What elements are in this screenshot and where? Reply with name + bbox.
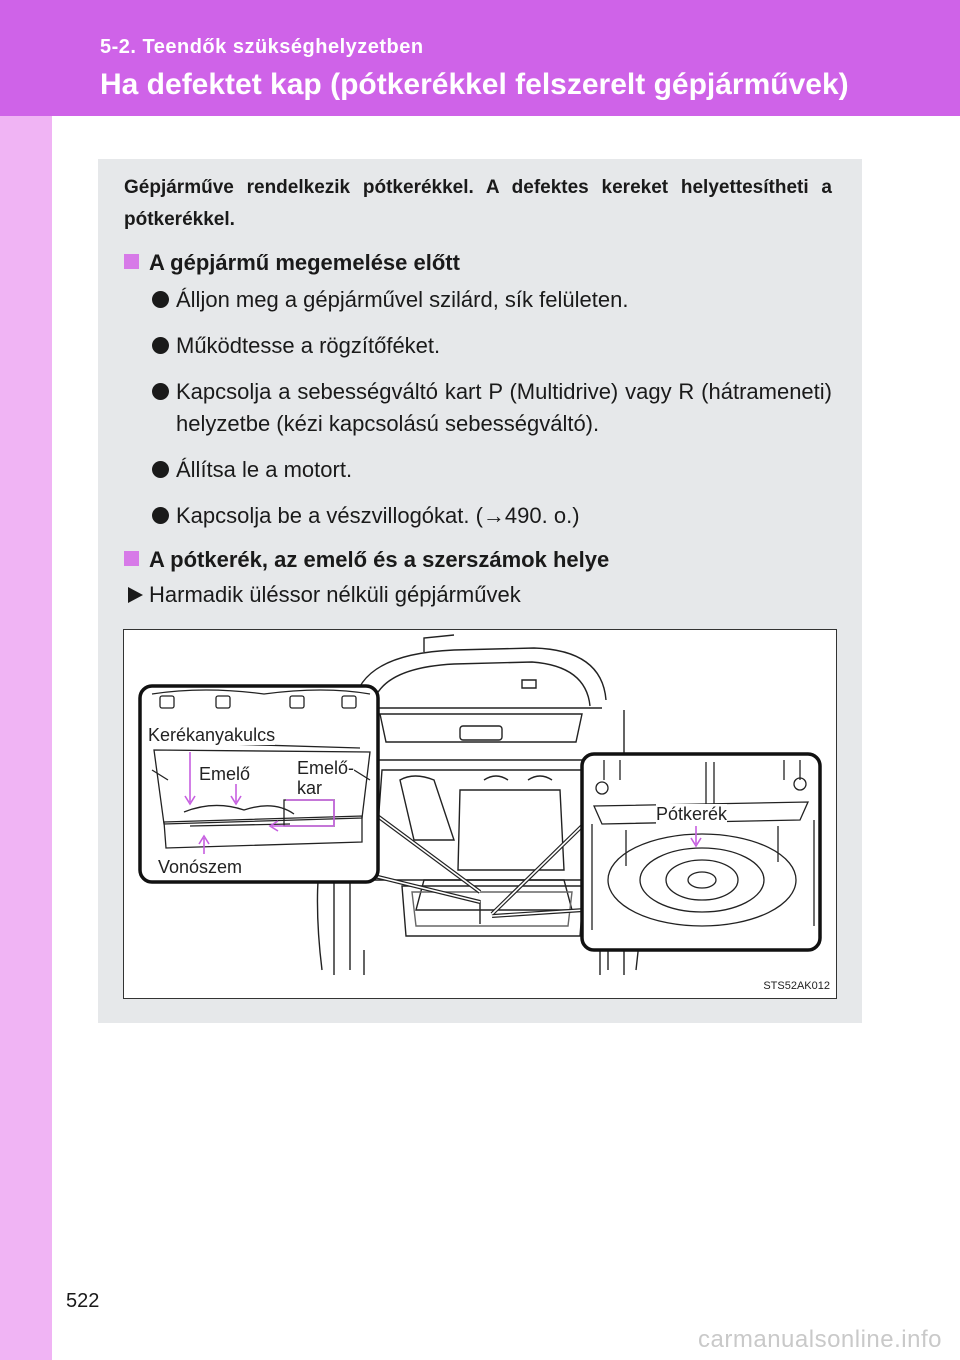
- trunk-drawing: [124, 630, 836, 998]
- list-item-text: Kapcsolja a sebességváltó kart P (Multidrive) vagy R (hátrameneti) helyzetbe (kézi kapcsolású sebességváltó).: [176, 379, 832, 436]
- list-item: [152, 454, 832, 486]
- list-item: [152, 500, 832, 532]
- label-spare-tire: Pótkerék: [656, 804, 728, 824]
- list-item-text: Állítsa le a motort.: [176, 457, 353, 482]
- watermark: carmanualsonline.info: [698, 1326, 942, 1353]
- label-jack-handle-line2: kar: [297, 778, 323, 798]
- bullet-dot-icon: [152, 337, 169, 354]
- intro-paragraph: Gépjárműve rendelkezik pótkerékkel. A defektes kereket helyettesítheti a pótkerékkel.: [124, 177, 832, 230]
- page-title: Ha defektet kap (pótkerékkel felszerelt gépjárművek): [100, 68, 849, 101]
- list-item: [152, 330, 832, 362]
- subheading-locations: [124, 547, 609, 573]
- page-number: 522: [66, 1290, 100, 1312]
- variant-text: Harmadik üléssor nélküli gépjárművek: [149, 582, 521, 607]
- bullet-dot-icon: [152, 383, 169, 400]
- list-item-text: Működtesse a rögzítőféket.: [176, 333, 441, 358]
- subheading-before-lifting: [124, 250, 460, 276]
- list-item: [152, 284, 832, 316]
- label-wheel-wrench: Kerékanyakulcs: [148, 725, 276, 745]
- bullet-dot-icon: [152, 507, 169, 524]
- label-jack-handle-line1: Emelő-: [297, 758, 355, 778]
- bullet-dot-icon: [152, 461, 169, 478]
- triangle-arrow-icon: [128, 587, 143, 603]
- subheading-text: A pótkerék, az emelő és a szerszámok helye: [149, 547, 610, 572]
- figure-code: STS52AK012: [763, 980, 830, 992]
- list-item-text: Álljon meg a gépjárművel szilárd, sík felületen.: [176, 287, 629, 312]
- list-item-text: Kapcsolja be a vészvillogókat. (→490. o.): [176, 503, 580, 528]
- subheading-text: A gépjármű megemelése előtt: [149, 250, 460, 275]
- trunk-illustration: [123, 629, 837, 999]
- square-bullet-icon: [124, 551, 139, 566]
- label-jack: Emelő: [199, 764, 251, 784]
- variant-line: [128, 582, 521, 608]
- section-label: 5-2. Teendők szükséghelyzetben: [100, 36, 424, 58]
- page-header: [0, 0, 960, 116]
- list-item: [152, 376, 832, 440]
- bullet-dot-icon: [152, 291, 169, 308]
- square-bullet-icon: [124, 254, 139, 269]
- side-strip: [0, 0, 52, 1360]
- label-towing-eye: Vonószem: [158, 857, 243, 877]
